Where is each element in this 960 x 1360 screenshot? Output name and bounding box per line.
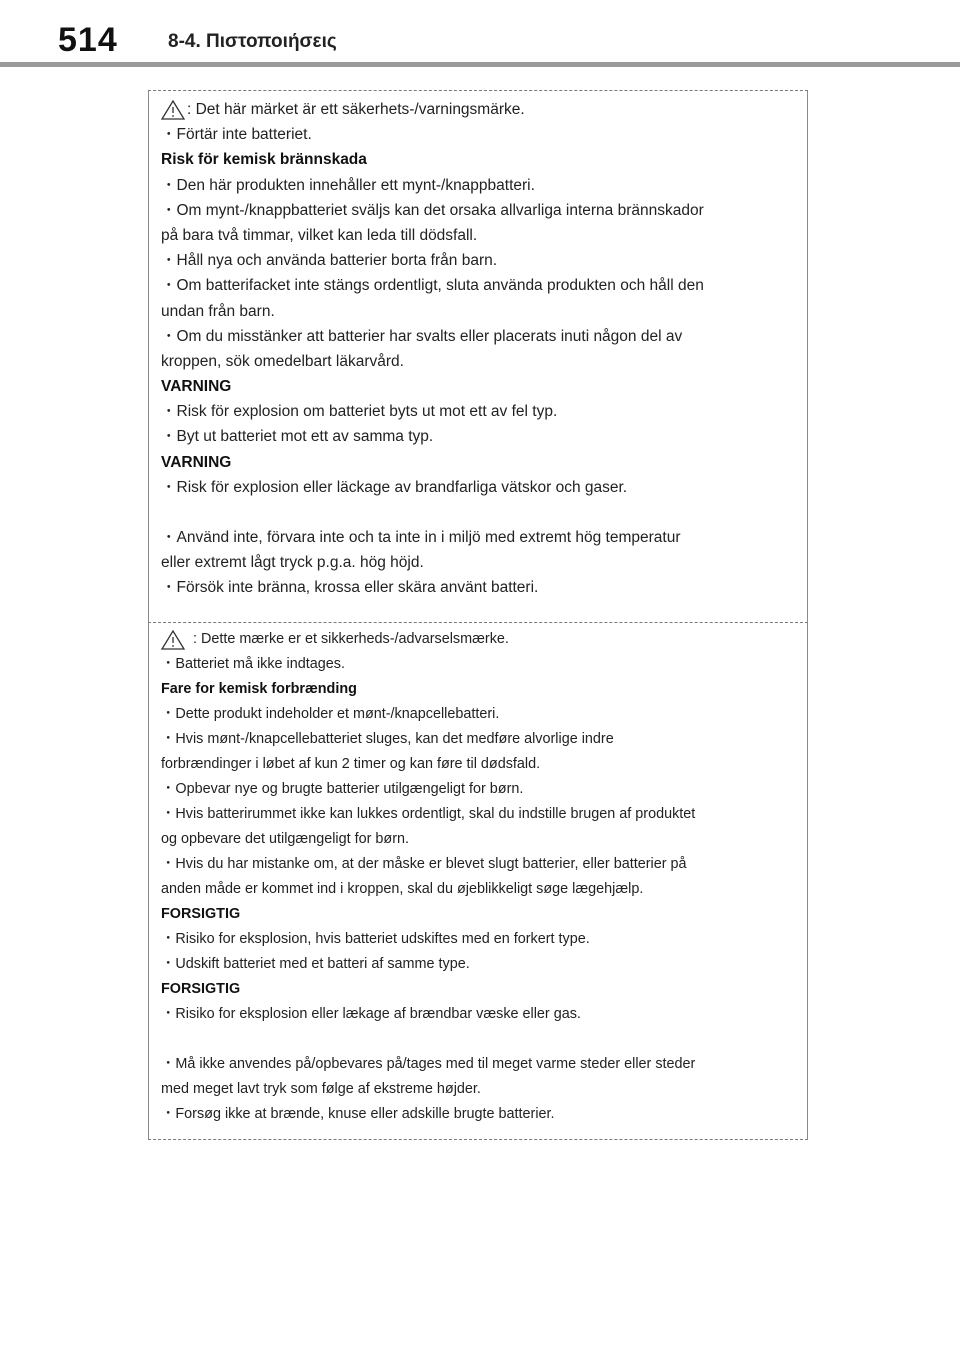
page-header [0, 0, 960, 70]
list-item-continuation: anden måde er kommet ind i kroppen, skal du øjeblikkeligt søge lægehjælp. [161, 881, 644, 897]
list-item: ・Om mynt-/knappbatteriet sväljs kan det orsaka allvarliga interna brännskador [161, 201, 704, 219]
page-number: 514 [58, 21, 118, 59]
list-item: ・Hvis mønt-/knapcellebatteriet sluges, kan det medføre alvorlige indre [161, 731, 614, 747]
warning-triangle-icon [161, 627, 193, 650]
list-item: ・Byt ut batteriet mot ett av samma typ. [161, 428, 434, 446]
list-item-continuation: eller extremt lågt tryck p.g.a. hög höjd. [161, 554, 424, 572]
list-item: ・Den här produkten innehåller ett mynt-/knappbatteri. [161, 176, 535, 194]
warning-symbol-line [161, 97, 807, 122]
caution-heading: FORSIGTIG [161, 906, 241, 922]
spacer [161, 1027, 807, 1052]
caution-heading: FORSIGTIG [161, 981, 241, 997]
list-item: ・Håll nya och använda batterier borta från barn. [161, 252, 498, 270]
list-item: ・Hvis batterirummet ikke kan lukkes ordentligt, skal du indstille brugen af produktet [161, 806, 696, 822]
list-item-continuation: undan från barn. [161, 302, 275, 320]
list-item: ・Om du misstänker att batterier har svalts eller placerats inuti någon del av [161, 327, 683, 345]
warning-heading: VARNING [161, 453, 232, 471]
warning-symbol-text: : Det här märket är ett säkerhets-/varningsmärke. [187, 101, 525, 118]
list-item: ・Risk för explosion eller läckage av brandfarliga vätskor och gaser. [161, 478, 628, 496]
risk-heading: Risk för kemisk brännskada [161, 151, 367, 169]
list-item: ・Batteriet må ikke indtages. [161, 656, 345, 672]
list-item: ・Udskift batteriet med et batteri af samme type. [161, 956, 470, 972]
warning-symbol-line [161, 627, 807, 652]
risk-heading: Fare for kemisk forbrænding [161, 681, 357, 697]
list-item: ・Risiko for eksplosion, hvis batteriet udskiftes med en forkert type. [161, 931, 590, 947]
list-item-continuation: med meget lavt tryk som følge af ekstreme højder. [161, 1081, 481, 1097]
list-item: ・Använd inte, förvara inte och ta inte in i miljö med extremt hög temperatur [161, 529, 681, 546]
list-item: ・Försök inte bränna, krossa eller skära använt batteri. [161, 579, 539, 597]
header-divider [0, 62, 960, 67]
list-item: ・Må ikke anvendes på/opbevares på/tages med til meget varme steder eller steder [161, 1056, 696, 1072]
list-item: ・Risk för explosion om batteriet byts ut mot ett av fel typ. [161, 403, 558, 421]
list-item: ・Opbevar nye og brugte batterier utilgængeligt for børn. [161, 781, 524, 797]
swedish-warning-panel [148, 90, 808, 622]
list-item: ・Hvis du har mistanke om, at der måske er blevet slugt batterier, eller batterier på [161, 856, 687, 872]
list-item: ・Dette produkt indeholder et mønt-/knapcellebatteri. [161, 706, 500, 722]
spacer [161, 500, 807, 525]
list-item: ・Förtär inte batteriet. [161, 126, 312, 144]
list-item: ・Forsøg ikke at brænde, knuse eller adskille brugte batterier. [161, 1106, 555, 1122]
section-title: 8-4. Πιστοποιήσεις [168, 31, 337, 52]
warning-heading: VARNING [161, 378, 232, 396]
list-item-continuation: kroppen, sök omedelbart läkarvård. [161, 352, 404, 370]
list-item: ・Om batterifacket inte stängs ordentligt, sluta använda produkten och håll den [161, 277, 704, 295]
warning-triangle-icon [161, 97, 187, 120]
danish-warning-panel [148, 622, 808, 1140]
list-item-continuation: og opbevare det utilgængeligt for børn. [161, 831, 409, 847]
list-item: ・Risiko for eksplosion eller lækage af brændbar væske eller gas. [161, 1006, 581, 1022]
warning-symbol-text: : Dette mærke er et sikkerheds-/advarselsmærke. [193, 631, 509, 647]
list-item-continuation: forbrændinger i løbet af kun 2 timer og kan føre til dødsfald. [161, 756, 541, 772]
list-item-continuation: på bara två timmar, vilket kan leda till dödsfall. [161, 226, 478, 244]
